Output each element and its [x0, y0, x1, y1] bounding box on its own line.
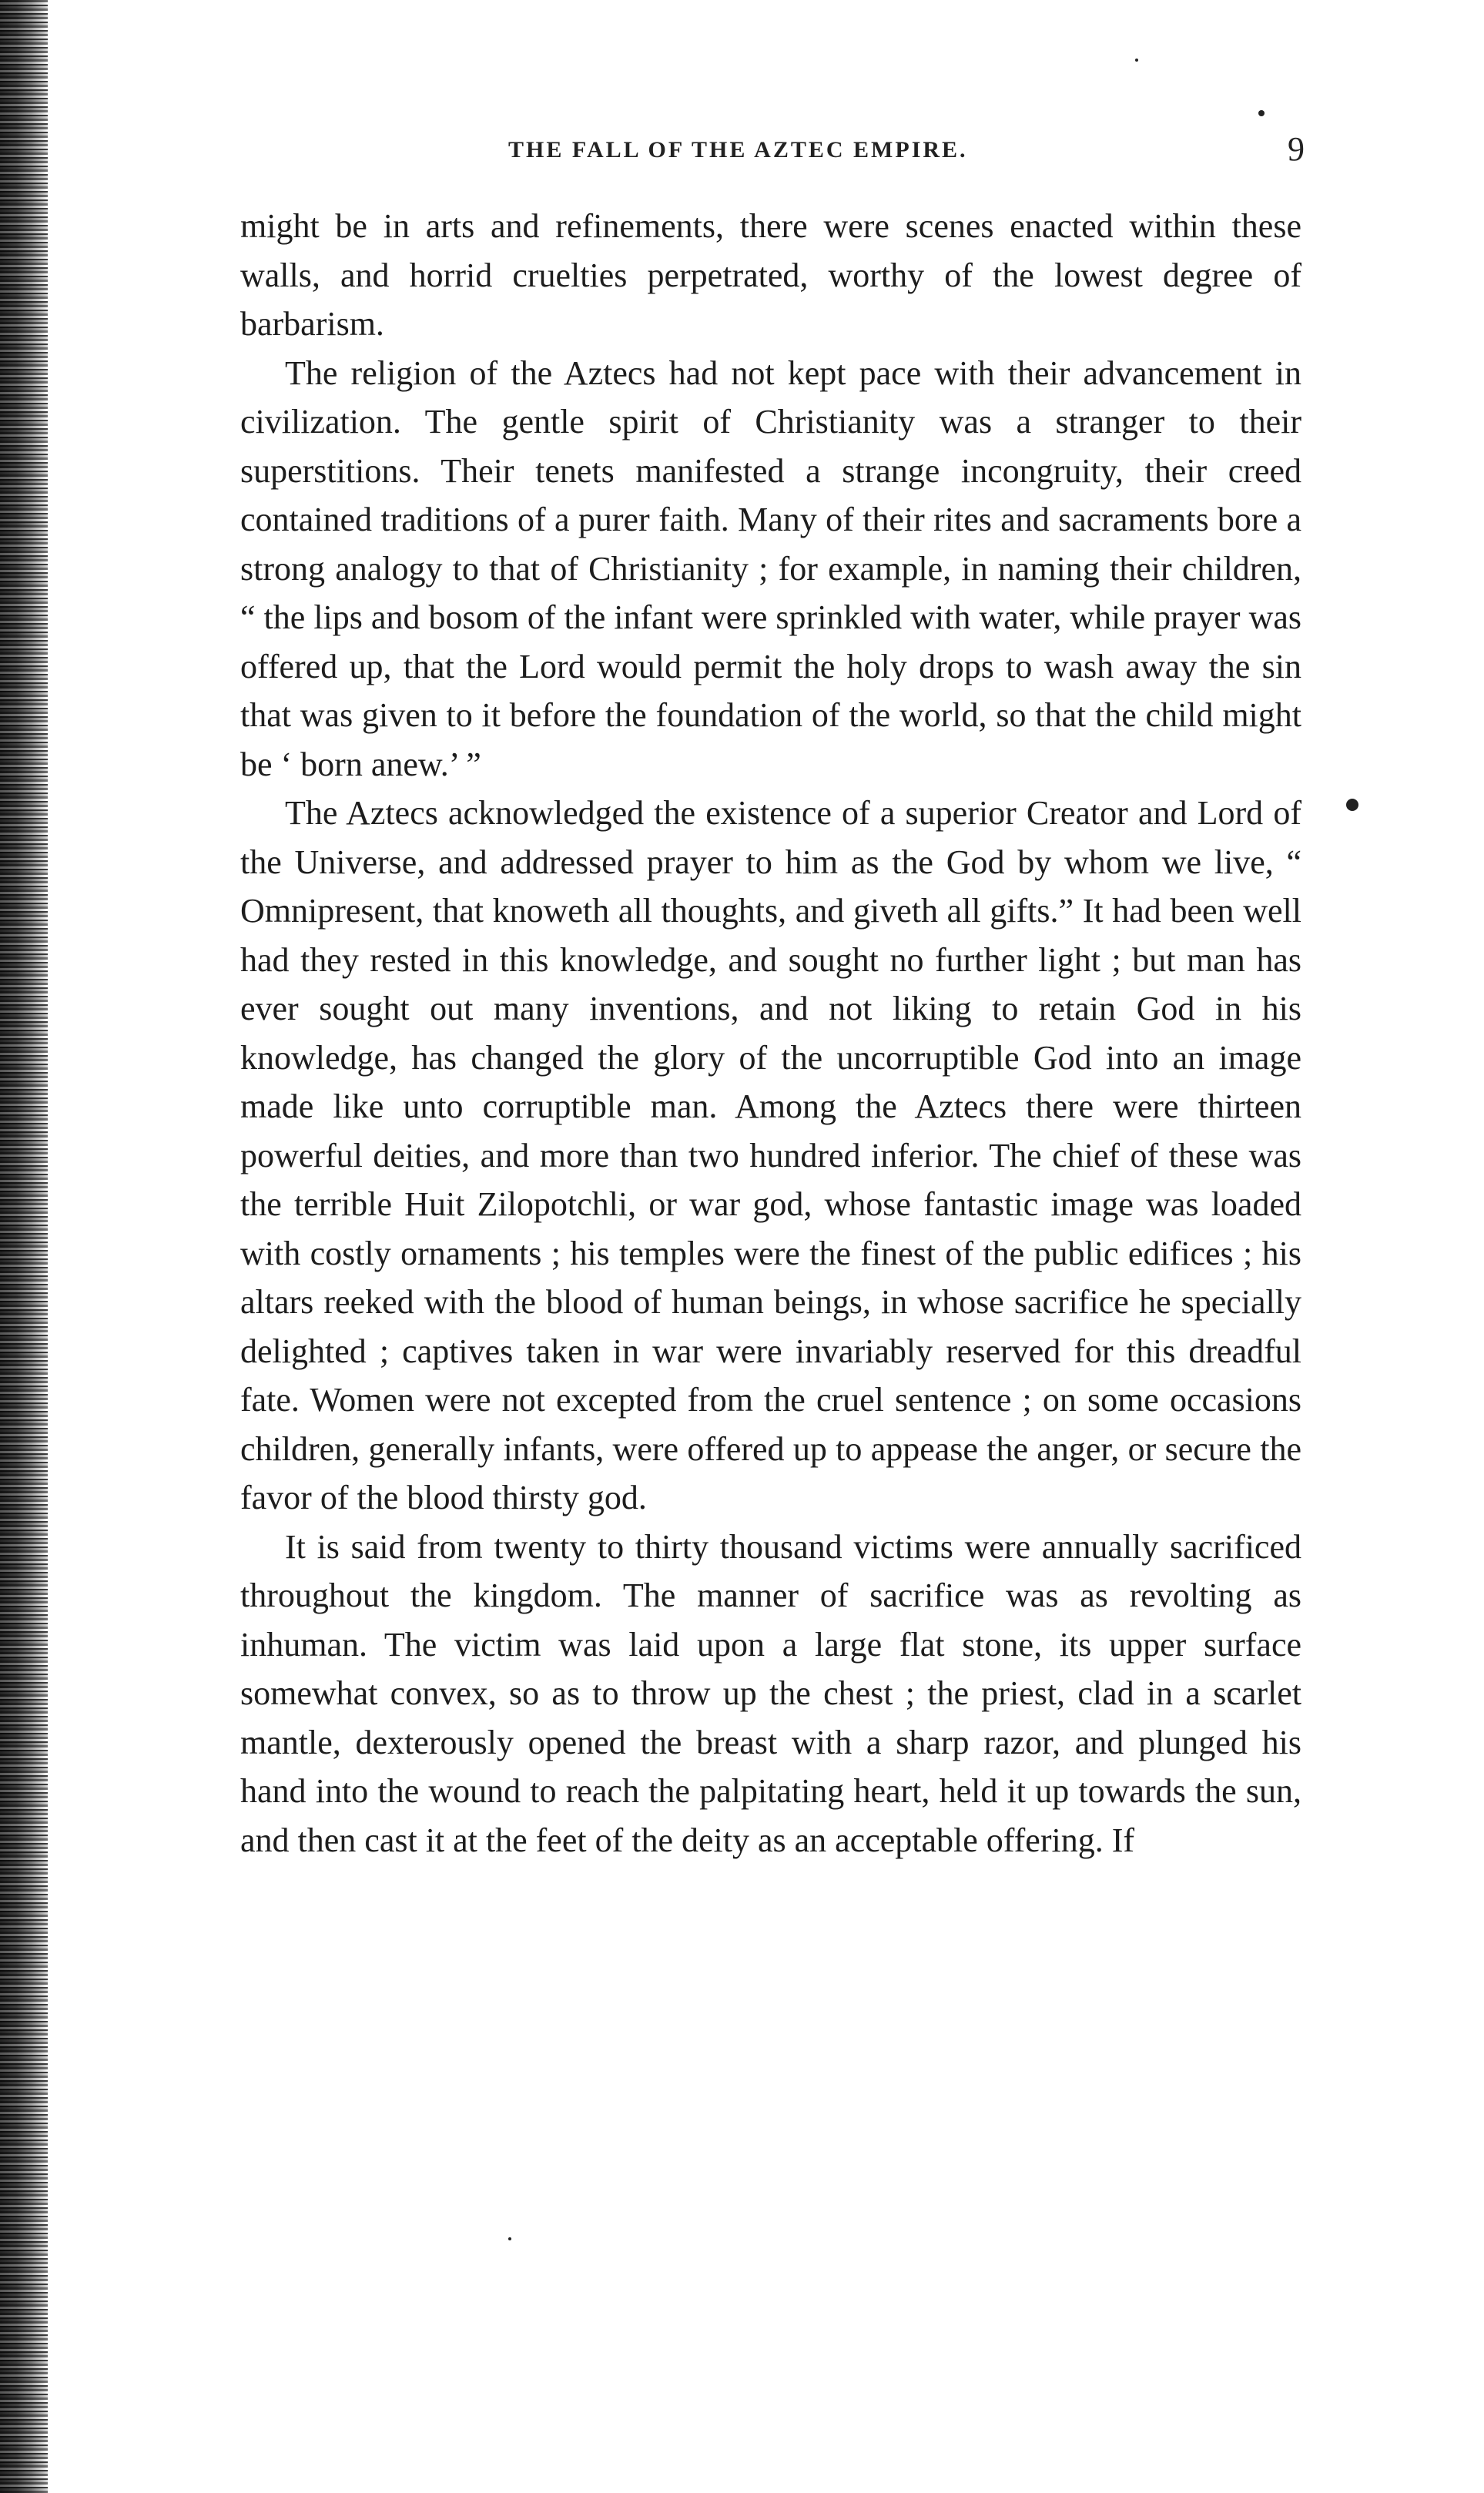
paragraph: might be in arts and refinements, there were scenes enacted within these walls, and horrid cruelties perpetrated, worthy of the lowest degree of barbarism.: [240, 207, 1301, 343]
paragraph: The religion of the Aztecs had not kept pace with their advancement in civilization. The gentle spirit of Christianity was a stranger to their superstitions. Their tenets manifested a strange incongruity, their creed contained traditions of a purer faith. Many of their rites and sacraments bore a strong analogy to that of Christianity ; for example, in naming their children, “ the lips and bosom of the infant were sprinkled with water, while prayer was offered up, that the Lord would permit the holy drops to wash away the sin that was given to it before the foundation of the world, so that the child might be ‘ born anew.’ ”: [240, 354, 1301, 783]
page-number: 9: [1288, 130, 1305, 168]
body-text: [240, 202, 1301, 1865]
ink-speck: [1258, 110, 1265, 116]
paragraph: It is said from twenty to thirty thousand victims were annually sacrificed throughout the kingdom. The manner of sacrifice was as revolting as inhuman. The victim was laid upon a large flat stone, its upper surface somewhat convex, so as to throw up the chest ; the priest, clad in a scarlet mantle, dexterously opened the breast with a sharp razor, and plunged his hand into the wound to reach the palpitating heart, held it up towards the sun, and then cast it at the feet of the deity as an acceptable offering. If: [240, 1527, 1301, 1859]
ink-speck: [1346, 799, 1358, 811]
running-head: THE FALL OF THE AZTEC EMPIRE.: [508, 137, 968, 163]
ink-speck: [508, 2237, 511, 2240]
ink-speck: [1135, 59, 1138, 62]
binding-edge: [0, 0, 48, 2493]
paragraph: The Aztecs acknowledged the existence of a superior Creator and Lord of the Universe, and addressed prayer to him as the God by whom we live, “ Omnipresent, that knoweth all thoughts, and giveth all gifts.” It had been well had they rested in this knowledge, and sought no further light ; but man has ever sought out many inventions, and not liking to retain God in his knowledge, has changed the glory of the uncorruptible God into an image made like unto corruptible man. Among the Aztecs there were thirteen powerful deities, and more than two hundred inferior. The chief of these was the terrible Huit Zilopotchli, or war god, whose fantastic image was loaded with costly ornaments ; his temples were the finest of the public edifices ; his altars reeked with the blood of human beings, in whose sacrifice he specially delighted ; captives taken in war were invariably reserved for this dreadful fate. Women were not excepted from the cruel sentence ; on some occasions children, generally infants, were offered up to appease the anger, or secure the favor of the blood thirsty god.: [240, 794, 1301, 1516]
